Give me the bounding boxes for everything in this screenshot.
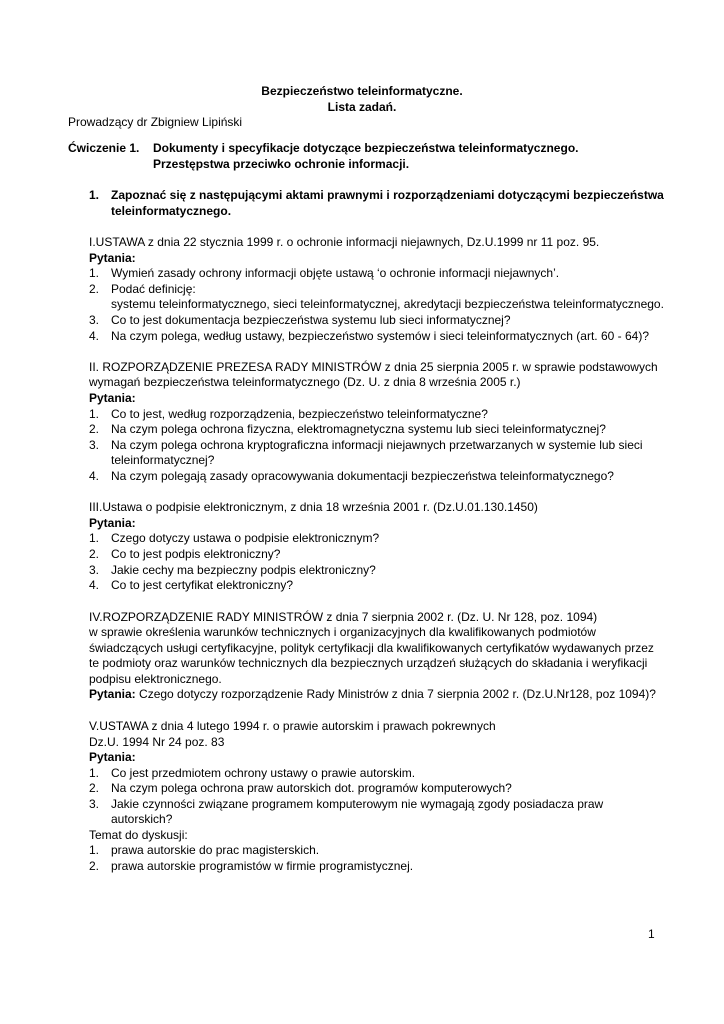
section-1-question-1: Wymień zasady ochrony informacji objęte ustawą ‘o ochronie informacji niejawnych’.: [111, 266, 560, 280]
section-3-question-3: Jakie cechy ma bezpieczny podpis elektroniczny?: [111, 563, 376, 577]
list-number: 3.: [89, 438, 100, 452]
list-number: 3.: [89, 313, 100, 327]
list-number: 2.: [89, 422, 100, 436]
section-4-line3: świadczących usługi certyfikacyjne, polityk certyfikacji dla kwalifikowanych certyfikatów wydawanych przez: [89, 641, 654, 655]
list-number: 2.: [89, 859, 100, 873]
list-number: 1.: [89, 531, 100, 545]
section-4-question: Czego dotyczy rozporządzenie Rady Ministrów z dnia 7 sierpnia 2002 r. (Dz.U.Nr128, poz 1094)?: [135, 687, 656, 701]
list-number: 1.: [89, 407, 100, 421]
list-number: 2.: [89, 547, 100, 561]
list-number: 1.: [89, 843, 100, 857]
section-2-question-3-line1: Na czym polega ochrona kryptograficzna informacji niejawnych przetwarzanych w systemie lub sieci: [111, 438, 643, 452]
section-1-question-2: Podać definicję:: [111, 282, 196, 296]
section-3-pytania: Pytania:: [89, 516, 136, 530]
exercise-label: Ćwiczenie 1.: [68, 141, 140, 155]
list-number: 3.: [89, 563, 100, 577]
section-5-question-1: Co jest przedmiotem ochrony ustawy o prawie autorskim.: [111, 766, 416, 780]
list-number: 4.: [89, 329, 100, 343]
list-number: 4.: [89, 578, 100, 592]
task-text-line2: teleinformatycznego.: [111, 204, 232, 218]
section-2-question-4: Na czym polegają zasady opracowywania dokumentacji bezpieczeństwa teleinformatycznego?: [111, 469, 614, 483]
task-text-line1: Zapoznać się z następującymi aktami prawnymi i rozporządzeniami dotyczącymi bezpieczeństwa: [111, 188, 664, 202]
page-number: 1: [648, 927, 655, 941]
section-2-question-3-line2: teleinformatycznej?: [111, 453, 215, 467]
list-number: 2.: [89, 282, 100, 296]
list-number: 1.: [89, 766, 100, 780]
section-1-question-3: Co to jest dokumentacja bezpieczeństwa systemu lub sieci informatycznej?: [111, 313, 511, 327]
section-2-heading-line2: wymagań bezpieczeństwa teleinformatycznego (Dz. U. z dnia 8 września 2005 r.): [89, 375, 521, 389]
section-2-question-2: Na czym polega ochrona fizyczna, elektromagnetyczna systemu lub sieci teleinformatycznej?: [111, 422, 606, 436]
section-4-line1: IV.ROZPORZĄDZENIE RADY MINISTRÓW z dnia 7 sierpnia 2002 r. (Dz. U. Nr 128, poz. 1094): [89, 610, 598, 624]
section-5-pytania: Pytania:: [89, 750, 136, 764]
instructor-line: Prowadzący dr Zbigniew Lipiński: [68, 115, 243, 129]
list-number: 4.: [89, 469, 100, 483]
discussion-topic-2: prawa autorskie programistów w firmie programistycznej.: [111, 859, 414, 873]
exercise-title-line1: Dokumenty i specyfikacje dotyczące bezpieczeństwa teleinformatycznego.: [153, 141, 579, 155]
section-1-heading: I.USTAWA z dnia 22 stycznia 1999 r. o ochronie informacji niejawnych, Dz.U.1999 nr 11 poz. 95.: [89, 235, 600, 249]
section-4-line2: w sprawie określenia warunków technicznych i organizacyjnych dla kwalifikowanych podmiotów: [89, 625, 596, 639]
section-4-line4: te podmioty oraz warunków technicznych dla bezpiecznych urządzeń służących do składania i weryfikacji: [89, 656, 648, 670]
section-3-question-4: Co to jest certyfikat elektroniczny?: [111, 578, 294, 592]
section-5-question-2: Na czym polega ochrona praw autorskich dot. programów komputerowych?: [111, 781, 512, 795]
document-title: Bezpieczeństwo teleinformatyczne.: [261, 84, 463, 98]
document-subtitle: Lista zadań.: [327, 100, 397, 114]
section-4-pytania: Pytania:: [89, 687, 136, 701]
section-4-line5: podpisu elektronicznego.: [89, 672, 222, 686]
section-2-pytania: Pytania:: [89, 391, 136, 405]
section-3-question-2: Co to jest podpis elektroniczny?: [111, 547, 281, 561]
section-1-pytania: Pytania:: [89, 251, 136, 265]
section-5-question-3-line1: Jakie czynności związane programem komputerowym nie wymagają zgody posiadacza praw: [111, 797, 604, 811]
exercise-title-line2: Przestępstwa przeciwko ochronie informacji.: [153, 157, 410, 171]
section-3-heading: III.Ustawa o podpisie elektronicznym, z dnia 18 września 2001 r. (Dz.U.01.130.1450): [89, 500, 538, 514]
section-1-question-2-detail: systemu teleinformatycznego, sieci teleinformatycznej, akredytacji bezpieczeństwa teleinformatycznego.: [111, 297, 664, 311]
section-1-question-4: Na czym polega, według ustawy, bezpieczeństwo systemów i sieci teleinformatycznych (art. 60 - 64)?: [111, 329, 650, 343]
section-3-question-1: Czego dotyczy ustawa o podpisie elektronicznym?: [111, 531, 380, 545]
list-number: 1.: [89, 266, 100, 280]
list-number: 2.: [89, 781, 100, 795]
discussion-topic-1: prawa autorskie do prac magisterskich.: [111, 843, 320, 857]
section-4-question-line: [89, 686, 656, 702]
section-5-line2: Dz.U. 1994 Nr 24 poz. 83: [89, 735, 225, 749]
section-5-question-3-line2: autorskich?: [111, 812, 173, 826]
list-number: 3.: [89, 797, 100, 811]
section-5-line1: V.USTAWA z dnia 4 lutego 1994 r. o prawie autorskim i prawach pokrewnych: [89, 719, 496, 733]
task-number: 1.: [89, 188, 100, 202]
discussion-topic-label: Temat do dyskusji:: [89, 828, 188, 842]
section-2-heading-line1: II. ROZPORZĄDZENIE PREZESA RADY MINISTRÓW z dnia 25 sierpnia 2005 r. w sprawie podstawowych: [89, 360, 658, 374]
section-2-question-1: Co to jest, według rozporządzenia, bezpieczeństwo teleinformatyczne?: [111, 407, 488, 421]
